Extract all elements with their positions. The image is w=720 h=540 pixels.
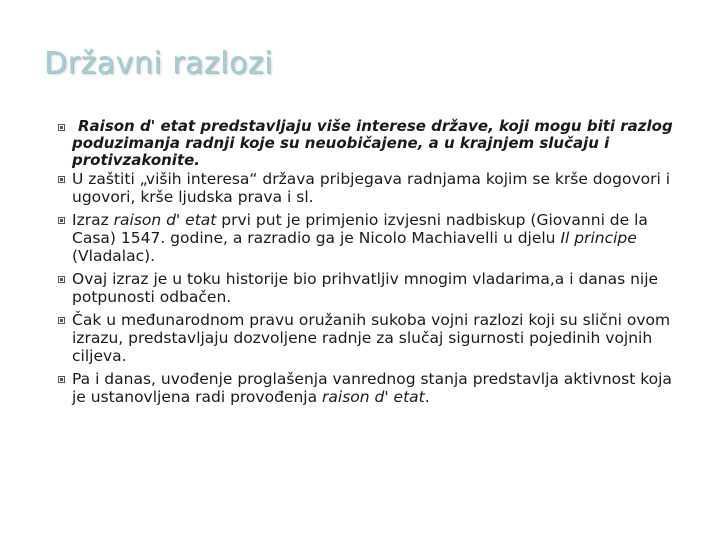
square-bullet-icon [58,124,65,131]
square-bullet-icon [58,276,65,283]
square-bullet-icon [58,176,65,183]
bullet-item [50,370,690,406]
square-bullet-icon [58,376,65,383]
bullet-text: Izraz raison d' etat prvi put je primjenio izvjesni nadbiskup (Giovanni de la Casa) 1547. godine, a razradio ga je Nicolo Machiavelli u djelu Il principe (Vladalac). [72,211,648,265]
slide-title: Državni razlozi [44,46,273,81]
bullet-list [50,118,690,411]
bullet-text: U zaštiti „viših interesa“ država pribjegava radnjama kojim se krše dogovori i ugovori, krše ljudska prava i sl. [72,170,671,206]
square-bullet-icon [58,217,65,224]
bullet-item [50,170,690,206]
bullet-item [50,211,690,265]
bullet-text: Ovaj izraz je u toku historije bio prihvatljiv mnogim vladarima,a i danas nije potpunosti odbačen. [72,270,659,306]
bullet-text: Čak u međunarodnom pravu oružanih sukoba vojni razlozi koji su slični ovom izrazu, predstavljaju dozvoljene radnje za slučaj sigurnosti pojedinih vojnih ciljeva. [72,311,671,365]
bullet-item [50,270,690,306]
bullet-text: Raison d' etat predstavljaju više interese države, koji mogu biti razlog poduzimanja radnji koje su neuobičajene, a u krajnjem slučaju i protivzakonite. [72,117,673,169]
square-bullet-icon [58,317,65,324]
bullet-text: Pa i danas, uvođenje proglašenja vanrednog stanja predstavlja aktivnost koja je ustanovljena radi provođenja raison d' etat. [72,370,672,406]
bullet-item [50,311,690,365]
bullet-item [50,118,690,169]
